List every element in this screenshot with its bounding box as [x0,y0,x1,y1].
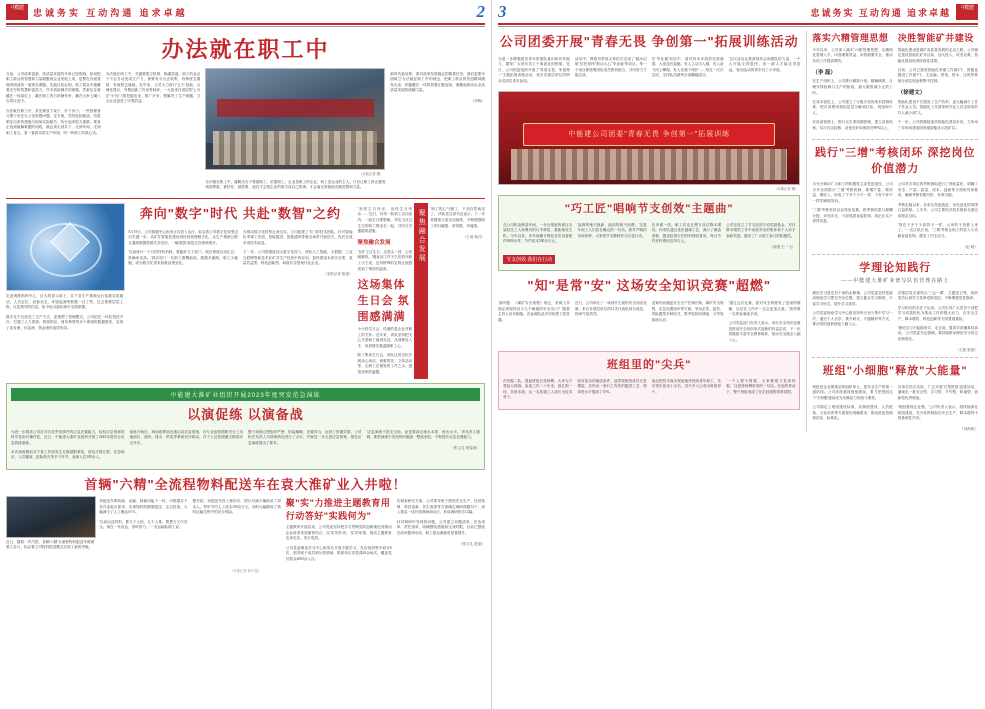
sixfine-paragraph: 在设备管理上，推行全生命周期管理，建立设备档案，实行状态检修，设备完好率保持在98%以上。 [812,120,893,130]
digital-graphic [6,203,125,291]
lead-paragraph: 办法就在职工中，首先要放下架子、扑下身子。一些管理者习惯于坐在办公室里想问题、定方案，凭经验拍脑袋，结果制定出来的措施与现场实际脱节，执行起来阻力重重。要真正找到破解难题的钥匙，就必须走到井下、走到车间、走到职工身边，看一看真实的生产环境，听一听职工的真心话。 [6,108,101,135]
contest-paragraph: '请听题：《煤矿安全规程》规定，采煤工作面必须保持至少几个畅通的安全出口？'随着主持人话音刚落，各参赛队选手纷纷按下抢答器。 [498,301,570,322]
digital-byline: （本报记者 报道） [322,272,353,277]
masthead-slogan: 忠诚务实 互动沟通 追求卓越 [810,7,951,18]
craft-paragraph: 在公司机电修造车间，一台台报废的液压支架经过工人师傅们的巧手修复，重新焕发生机。今年以来，该车间累计修复各类设备配件3000余件，节约成本500余万元。 [503,222,573,244]
edu-paragraph: 在调查研究方面，公司领导班子围绕安全生产、经营管理、科技创新、民生改善等方面确定调研课题12个，深入基层一线开展调研40余次，形成调研报告12篇。 [396,499,485,515]
edu-headline: 聚"实"力推进主题教育用行动答好"实践何为" [285,497,391,521]
page-number: 2 [476,2,485,21]
edu-paragraph: 主题教育开展以来，公司党委坚持把学习贯彻党的创新理论同推动企业改革发展紧密结合，以'实'的作风、'实'的举措，推动主题教育走深走实、见行见效。 [285,525,392,541]
team-paragraph: 他还把技术毫无保留地传授给青年职工，先后带出徒弟十余名，其中多人已成为班组骨干。 [651,378,722,394]
edu-byline: （张文礼 报道） [458,541,485,546]
drill-headline: 以演促练 以演备战 [187,407,304,423]
digital-paragraph: 数字化不仅改变了生产方式，更重塑了管理模式。公司依托一体化管控平台，打通了人力资源、物资供应、财务核算等多个系统的数据壁垒，实现了业务流、信息流、资金流的高效协同。 [6,314,124,330]
threeadd-byline: （赵 敏） [962,245,978,250]
contest-article [498,275,800,347]
training-photo-banner: 中能建公司团委"青春无畏 争创第一"拓展训练 [523,123,775,145]
training-headline: 公司团委开展"青春无畏 争创第一"拓展训练活动 [499,34,799,49]
drill-paragraph: 演练开始后，现场指挥部迅速启动应急预案，各专业组按照职责分工迅速到位，通风、排水、供电等系统有序联动，井下人员按照避灾路线安全升井。 [129,429,243,445]
drill-article [6,383,485,470]
drill-paragraph: 为进一步提高公司应对各类突发事件的应急处置能力，检验应急预案的科学性和可操作性，近日，中能建大淮矿业组织开展了2023年度综合应急救援演练。 [11,429,125,445]
digital-article [0,203,491,379]
sidebar-paragraph: 除了集体生日会，该队还常态化开展谈心谈话、困难帮扶、文体活动等，让职工在紧张的工作之余，感受到家的温馨。 [357,353,413,374]
sixfine-paragraph: 今年以来，公司深入落实'六精'管理思想，从精细化管理入手，向管理要效益、向管理要安全，推动各项工作提质增效。 [812,47,893,63]
sidebar-paragraph: '在矿上过生日，还是头一回，心里暖暖的。'刚参加工作不久的青年职工小王说，这份特殊的礼物让他感受到了集体的温度。 [357,249,413,271]
lead-article [0,27,491,64]
digital-headline: 奔向"数字"时代 共赴"数智"之约 [139,206,342,222]
left-masthead [0,0,491,22]
sixfine-headline: 落实六精管理思想 [812,33,889,43]
training-paragraph: 活动中，教练员带领大家依次完成了'破冰启航''信任背摔''鼓动人心''毕业墙'等项目。每一个项目都需要团队成员密切配合、共同努力才能完成。 [574,56,647,78]
smart-subhead: （徐建文） [897,90,926,97]
publisher-logo: 中能建 [6,4,28,20]
team-headline: 班组里的"尖兵" [606,359,692,372]
section-divider [6,198,485,199]
page-number: 3 [498,2,507,21]
truck-paragraph: 近日，随着一声汽笛，首辆'六精'全流程物料配送车缓缓驶入井口，标志着公司物料配送模式实现了新的突破。 [6,539,95,550]
truck-paragraph: 该配送车集装载、运输、卸载功能于一体，可根据井下各作业地点需求，实现物料的精准配送、定点投放，大幅减少了人工搬运环节。 [99,499,188,515]
theory-byline: （王凯 报道） [955,348,978,353]
sixfine-paragraph: 在生产组织上，公司推行精准计划、精确调度，合理安排检修与生产的衔接，最大限度减少无效工时。 [812,79,893,95]
theory-subtitle: ——中能建大淮矿业谱写队伍管理在路上 [841,279,950,285]
team-paragraph: 在综掘二队，提起班组长张师傅，大家无不竖起大拇指。参加工作二十年来，他扎根一线，苦练本领，从一名普通工人成长为技术骨干。 [503,378,573,400]
theory-paragraph: 公司党委理论学习中心组坚持每月至少集中学习一次，通过个人自学、集中研讨、专题辅导等方式，推动党的创新理论入脑入心。 [812,311,893,327]
threeadd-paragraph: '现在干多干少真的不一样，大家的干劲都上来了。'一名区队长说，'三增'考核让职工的收入与贡献直接挂钩，激发了内生动力。 [897,222,978,239]
left-page-footer: （本报记者 和中超） [229,568,262,573]
masthead-slogan: 忠诚务实 互动沟通 追求卓越 [33,7,188,18]
smart-paragraph: 智能化建设不仅提高了生产效率，更大幅减少了井下作业人员。智能化工作面单班作业人员由原来的15人减少到7人。 [897,99,978,115]
lead-photo-caption: （本报记者 摄） [358,172,384,176]
smart-paragraph: 智能化建设是煤矿高质量发展的必由之路。公司锚定建设智能化矿井目标，加大投入、攻坚克难，智能化建设取得阶段性成果。 [897,47,978,63]
sidebar-divider [812,139,978,140]
lead-columns [0,68,491,194]
craft-paragraph: 公司还设立了节支创效专项奖励基金，对在降本增效工作中表现突出的集体和个人给予表彰奖励，激发了广大职工参与的积极性。 [726,222,796,238]
smart-headline: 决胜智能矿井建设 [897,33,974,43]
truck-paragraph: 据介绍，该配送车投入使用后，预计可减少辅助用工20余人，每年节约人工成本100余万元，同时大幅降低了物料运输过程中的安全风险。 [192,499,281,515]
training-paragraph: 为进一步增强团员青年的团队意识和协作能力，激发广大青年员工干事创业的热情，近日，公司团委组织开展了'青春无畏、争创第一'主题拓展训练活动，来自各基层单位的60余名团员青年参加。 [498,56,570,83]
smallteam-paragraph: 公司制定了班组建设标准，从制度建设、人员配备、文化培育等方面提出明确要求，推动班组管理规范化、标准化。 [812,404,893,421]
lead-paragraph: 办法就在职工中，落脚点在于尊重职工、依靠职工。企业是职工的企业，职工是企业的主人。只有让职工真正感受到被尊重、被信任、被需要，他们才会把企业的事当成自己的事，才会毫无保留地贡献智慧和力量。 [205,179,386,190]
theory-paragraph: '理论学习不能搞形式、走过场，要真学真懂真信真用。'公司党委书记强调，要持续推动理论学习常态化制度化。 [897,325,978,341]
truck-paragraph: '以前运送材料，要几个人抬、几个人推，既费力又不安全。现在一车直达，省时省力。'一名运输队职工说。 [99,519,188,530]
digital-lead: 5月19日，公司数据中心机房正式投入运行，标志着公司数字化转型迈出关键一步。从矿井智能化建设到经营管理数字化，从生产系统互联互通到数据资源共享应用，一幅'数智'画卷正在徐徐展开。 [128,229,238,246]
training-paragraph: '这次活动让我深刻体会到团队的力量，一个人可能走得很快，但一群人才能走得更远。'参加活动的青年员工小李说。 [728,56,801,72]
digital-paragraph: 下一步，公司将继续加大数字化投入，深化人工智能、大数据、工业互联网等新技术在矿井生产经营中的应用，加快建设本质安全型、质量效益型、科技创新型、和谐共享型现代化企业。 [242,250,353,266]
smallteam-paragraph: 班组是企业最基层的组织单元，是安全生产的第一道防线。公司高度重视班组建设，着力把班组这个'小细胞'建设成为充满活力的战斗堡垒。 [812,384,893,400]
drill-paragraph: 本次演练模拟井下某工作面发生瓦斯超限事故，涉及灾情汇报、应急响应、人员撤离、抢险救灾等多个环节，参演人员100余人。 [11,449,125,460]
right-masthead [492,0,984,22]
truck-headline: 首辆"六精"全流程物料配送车在袁大淮矿业入井啦！ [84,476,407,492]
sidebar-subhead: 聚焦融合发展 [357,240,391,247]
contest-paragraph: 竞赛内容涵盖安全生产法律法规、煤矿安全规程、应急处置知识等方面，采用必答、抢答、风险题等多种形式，既考验知识储备，又考验临场反应。 [651,301,724,322]
theory-headline: 学理论知践行 [859,262,932,275]
sidebar-byline: （王雨 杨洋） [462,234,486,239]
contest-paragraph: 公司安监部门负责人表示，举办安全知识竞赛是推动安全培训形式创新的有益尝试，下一步将继续丰富安全教育载体，推动安全理念入脑入心。 [728,321,801,342]
craft-paragraph: '能修的绝不换新，能用的绝不浪费。'这是车间工人们挂在嘴边的一句话。面对严峻的市场形势，大家把节支降耗作为自觉行动。 [577,222,647,238]
truck-article [0,474,491,573]
sidebar-headline: 这场集体生日会 氛围感满满 [357,278,410,323]
truck-photo [6,496,96,538]
smallteam-byline: （刘海波） [960,427,978,432]
drill-ribbon: 中能建大淮矿业组织开展2023年度突发范急演练 [11,388,480,401]
right-page [492,0,984,709]
smallteam-headline: 班组"小细胞"释放"大能量" [822,365,968,378]
digital-paragraph: '以前统计一个月的材料消耗，要跑好几个部门，现在系统自动汇总，准确率还高。'供应部门一名职工感慨地说。数据多跑路，职工少跑腿，成为数字化带来的最直观变化。 [128,250,238,266]
lead-paragraph: 当前，公司改革创新、高质量发展的号角已经吹响，如何把职工群众的智慧和力量凝聚到企业发展上来，是摆在各级管理者面前的一道现实课题。实践反复证明，职工群众中蕴藏着无穷的智慧和创造力，许多看似棘手的难题，答案往往就藏在一线岗位上、藏在职工的日常操作里、藏在大家七嘴八舌的议论中。 [6,71,101,104]
training-photo [498,91,800,185]
sixfine-subhead: （李 磊） [812,69,836,76]
smart-paragraph: 目前，公司已建成智能化采煤工作面2个、智能化掘进工作面1个，主运输、供电、排水、压风等系统全部实现远程集中控制。 [897,67,978,83]
contest-headline: "知"是常"安" 这场安全知识竞赛"超燃" [527,278,771,294]
sidebar-paragraph: '职工的心气顺了，干劲自然就足了。'该队党支部书记表示，下一步将继续丰富活动载体，不断增强职工的归属感、获得感、幸福感。 [430,206,486,228]
drill-paragraph: '应急演练不是走过场，而是要真正练出本领、练出水平。'该负责人强调，要把演练中发现的问题逐一整改到位，不断提升应急处置能力。 [366,429,480,440]
craft-byline: （周强 王一飞） [769,244,796,249]
left-page [0,0,492,709]
team-paragraph: '一个人强不算强，大家都强才是真的强。'这是张师傅常说的一句话。在他的带动下，整个班组形成了比学赶超的浓厚氛围。 [726,378,796,394]
theory-paragraph: 各基层党支部结合'三会一课'、主题党日等，组织党员认真学习党章党规党纪，不断增强党性修养。 [897,290,978,301]
digital-paragraph: 走进调度指挥中心，巨大的显示屏上，井下各生产系统运行参数实时跳动，人员定位、设备状态、环境监测等数据一目了然。过去需要层层上报、反复核对的信息，如今轻点鼠标即可全面掌握。 [6,294,124,310]
smallteam-paragraph: '班组强则企业强。'公司负责人表示，将持续深化班组建设，充分发挥班组在安全生产、降本增效中的基础性作用。 [897,404,978,421]
threeadd-paragraph: 考核实施以来，各单位你追我赶、争先创优的氛围日益浓厚。上半年，公司主要经济技术指标全面完成预定目标。 [897,202,978,218]
training-columns [498,53,800,88]
team-paragraph: 面对复杂的地质条件，他带领班组成员反复摸索，总结出一套行之有效的掘进工艺，使单进水平提高了15%。 [577,378,647,394]
digital-paragraph: 为推动数字化转型走深走实，公司组建了专门的技术团队，针对智能化采煤工作面、智能掘进、智能通风等重点场景开展攻关，先后完成多项技术改造。 [242,229,353,246]
lead-byline: （李梅） [470,99,485,104]
sidebar-divider [812,254,978,255]
threeadd-paragraph: 公司对各单位的考核指标进行了细化量化，明确了安全、产量、质量、成本、创新等方面的具体要求，确保考核有据可依、有章可循。 [897,182,978,198]
sidebar-vertical-tag: 聚焦融合发展 [414,203,428,379]
lead-headline: 办法就在职工中 [161,37,330,62]
craft-article [498,195,800,271]
right-main-grid [492,27,984,432]
lead-photo [205,68,385,170]
craft-headline: "巧工匠"唱响节支创效"主题曲" [564,203,734,215]
smallteam-paragraph: 各单位结合实际，广泛开展'五型班组'创建活动，涌现出一批安全型、学习型、节约型、和谐型、创新型优秀班组。 [897,384,978,400]
theory-paragraph: 学习的目的全在于运用。公司引导广大党员干部把学习成果转化为推动工作的强大动力，在安全生产、降本增效、科技创新等方面勇挑重担。 [897,305,978,321]
sixfine-paragraph: 在成本管控上，公司建立了分级分类的成本控制体系，把各项费用指标层层分解到区队、班组和个人。 [812,99,893,115]
craft-tag: 节支创效 我们在行动 [503,255,555,264]
masthead-rule [6,23,485,25]
publisher-logo: 中能建 [956,4,978,20]
sidebar-divider [812,357,978,358]
smart-paragraph: 下一步，公司将继续加快智能化建设步伐，力争用三年时间建成国家级智能化示范矿井。 [897,120,978,130]
drill-paragraph: 整个演练过程组织严密、衔接顺畅、处置得当，达到了预期效果。公司相关负责人对演练情况进行了点评，并就进一步完善应急预案、强化应急演练提出了要求。 [248,429,362,445]
lead-paragraph: 办法就在职工中，关键要建立机制、畅通渠道。职工的金点子不会自动变成生产力，需要有平台去收集、有制度去激励、有流程去落地。近年来，公司大力推行'五小'创新、合理化建议、劳模创新工作室等载体，一大批来自基层的'土办法''小窍门'被挖掘出来、推广开来，既解决了生产难题，又为企业创造了可观效益。 [105,71,201,104]
contest-paragraph: '通过这次比赛，我对安全规程有了更深的理解，以后在工作中一定会更加注意。'获得第一名的参赛选手说。 [728,301,801,317]
masthead-rule [498,23,978,25]
craft-paragraph: 在采煤一线，职工们也在想方设法降本增效。综采队通过优化割煤工艺，减少了截齿消耗；掘进队推行旧材料回收复用，每月节约材料费用近10万元。 [651,222,722,244]
drill-byline: （张文礼 徐春涛） [450,446,480,451]
training-paragraph: 在'毕业墙'项目中，面对四米多高的光滑墙面，大家没有退缩。有人主动当人梯，有人奋力向上攀爬，有人在墙下保护……经过一次次尝试，全体队员最终全部翻越成功。 [651,56,724,78]
lead-paragraph: 新时代新征程，面对改革发展稳定的繁重任务，我们更要牢固树立'办法就在职工中'的理念，把职工群众的首创精神激发出来，把蕴藏在一线的智慧汇聚起来，凝聚起推动企业高质量发展的磅礴力量。 [390,71,485,93]
theory-paragraph: 理论学习是党员干部的必修课。公司党委坚持把政治理论学习摆在突出位置，建立健全学习制度，丰富学习形式，提升学习质效。 [812,290,893,306]
sidebar-paragraph: 小小的生日会，传递的是企业对职工的关怀。近年来，该队坚持把关心关爱职工落到实处，从细微处入手，用真情实感温暖职工心。 [357,327,413,349]
edu-paragraph: 公司党委理论学习中心组带头开展专题学习，先后组织集中研讨6次，领导班子成员到分管领域、联系单位讲党课20余场次，覆盖党员群众2000余人次。 [285,545,392,561]
threeadd-headline: 践行"三增"考核闭环 深挖岗位价值潜力 [814,146,976,175]
threeadd-paragraph: 为充分调动广大职工的积极性主动性创造性，公司今年全面推行'三增'考核机制，即增产量、增效益、增收入，形成了'干多干少不一样、干好干坏不一样'的鲜明导向。 [812,182,893,204]
training-photo-caption: （本报记者 摄） [773,187,799,191]
right-sidebar [806,31,978,432]
sidebar-paragraph: '祝你生日快乐，祝你生日快乐……'近日，综采一队职工活动室内，一曲生日歌唱响，10名当月过生日的职工围坐在一起，共同分享蛋糕的甜蜜。 [357,206,413,234]
contest-paragraph: 近日，公司举办了一场别开生面的安全知识竞赛，来自各基层单位的12支代表队同台竞技，现场气氛热烈。 [574,301,647,317]
threeadd-paragraph: '三增'考核坚持以业绩论英雄，把考核结果与薪酬分配、评优评先、干部选拔直接挂钩，真正让实干者得实惠。 [812,208,893,224]
edu-paragraph: 针对调研中发现的问题，公司建立问题清单、任务清单、责任清单，明确整改措施和完成时限，目前已整改完成问题30余项，职工群众满意度显著提升。 [396,519,485,535]
team-article [498,351,800,409]
